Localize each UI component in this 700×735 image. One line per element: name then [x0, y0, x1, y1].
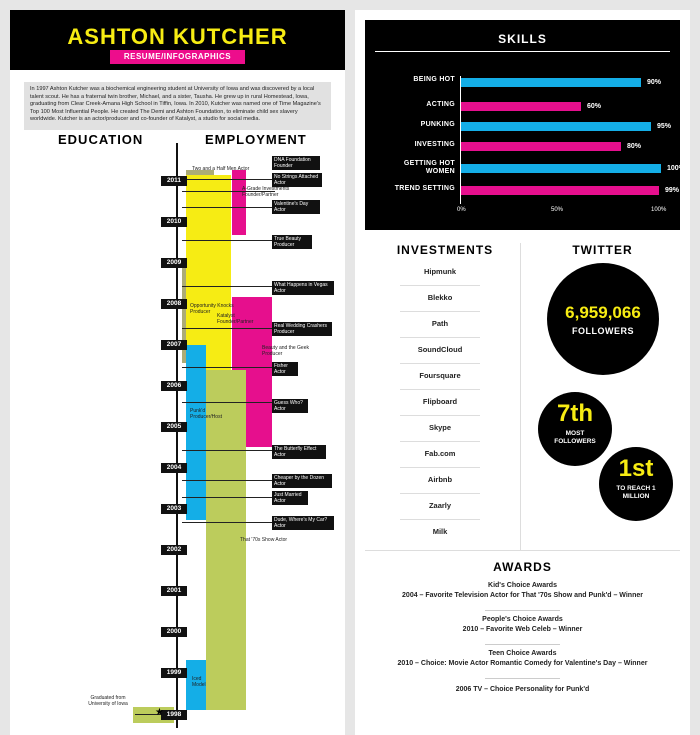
- year-2003: 2003: [161, 504, 187, 514]
- connector-line: [182, 207, 275, 208]
- education-graduated: Graduated from University of Iowa: [88, 695, 128, 707]
- investment-item: Hipmunk: [423, 267, 457, 276]
- connector-line: [182, 286, 275, 287]
- investment-divider: [400, 337, 480, 338]
- investment-divider: [400, 311, 480, 312]
- investment-item: Path: [431, 319, 449, 328]
- skill-pct: 99%: [665, 187, 680, 194]
- job-true-beauty: True Beauty Producer: [272, 235, 312, 249]
- award-org: Teen Choice Awards: [488, 650, 557, 657]
- connector-line: [182, 402, 275, 403]
- skills-chart: [365, 20, 685, 230]
- investment-divider: [400, 467, 480, 468]
- award-detail: 2010 – Choice: Movie Actor Romantic Comedy for Valentine's Day – Winner: [397, 660, 648, 667]
- investment-item: Milk: [432, 527, 448, 536]
- connector-line: [182, 497, 275, 498]
- twitter-title: TWITTER: [572, 243, 633, 257]
- skill-label: INVESTING: [414, 141, 455, 148]
- skill-pct: 80%: [627, 143, 642, 150]
- year-2011: 2011: [161, 176, 187, 186]
- first-label: TO REACH 1 MILLION: [616, 485, 656, 500]
- job-two-and-half-men: Two and a Half Men Actor: [192, 166, 250, 172]
- job-katalyst: Katalyst Founder/Partner: [217, 313, 254, 325]
- year-2005: 2005: [161, 422, 187, 432]
- stats-panel: [355, 10, 690, 735]
- blue-bar-upper: [186, 345, 206, 520]
- job-fisher: Fisher Actor: [272, 362, 298, 376]
- skill-bar: [461, 164, 661, 173]
- skills-tick: 100%: [651, 207, 667, 213]
- star-icon: ★: [155, 707, 164, 718]
- skills-divider: [375, 51, 670, 52]
- rank-label: MOST FOLLOWERS: [554, 430, 596, 445]
- skill-bar: [461, 102, 581, 111]
- skills-title: SKILLS: [498, 32, 547, 46]
- skill-label: GETTING HOT WOMEN: [403, 160, 455, 175]
- skills-tick: 0%: [457, 207, 466, 213]
- followers-label: FOLLOWERS: [572, 326, 634, 336]
- investment-item: SoundCloud: [417, 345, 463, 354]
- award-divider: [485, 678, 560, 679]
- skill-pct: 90%: [647, 79, 662, 86]
- investment-item: Zaarly: [428, 501, 452, 510]
- skill-label: ACTING: [426, 101, 455, 108]
- rank-value: 7th: [557, 400, 593, 427]
- page-title: ASHTON KUTCHER: [67, 24, 288, 49]
- skills-tick: 50%: [551, 207, 564, 213]
- skill-label: BEING HOT: [413, 76, 455, 83]
- job-no-strings: No Strings Attached Actor: [272, 173, 322, 187]
- connector-line: [182, 367, 275, 368]
- investments-title: INVESTMENTS: [396, 243, 494, 257]
- year-2001: 2001: [161, 586, 187, 596]
- investment-divider: [400, 519, 480, 520]
- year-2009: 2009: [161, 258, 187, 268]
- investment-divider: [400, 415, 480, 416]
- job-what-happens-vegas: What Happens in Vegas Actor: [272, 281, 334, 295]
- award-detail: 2006 TV – Choice Personality for Punk'd: [455, 686, 590, 693]
- job-dude-wheres-my-car: Dude, Where's My Car? Actor: [272, 516, 334, 530]
- skill-bar: [461, 142, 621, 151]
- skills-axis: [460, 76, 461, 204]
- connector-line: [182, 240, 275, 241]
- award-org: Kid's Choice Awards: [488, 582, 557, 589]
- award-org: People's Choice Awards: [482, 616, 563, 623]
- resume-panel: [10, 10, 345, 735]
- job-dna-foundation: DNA Foundation Founder: [272, 156, 320, 170]
- award-divider: [485, 610, 560, 611]
- year-1998: 1998: [161, 710, 187, 720]
- job-punkd: Punk'd Producer/Host: [190, 408, 222, 420]
- connector-line: [182, 179, 275, 180]
- investment-item: Foursquare: [419, 371, 461, 380]
- job-just-married: Just Married Actor: [272, 491, 308, 505]
- job-valentines-day: Valentine's Day Actor: [272, 200, 320, 214]
- job-that-70s-show: That '70s Show Actor: [240, 537, 288, 543]
- skill-pct: 60%: [587, 103, 602, 110]
- skill-label: PUNKING: [420, 121, 455, 128]
- skill-bar: [461, 186, 659, 195]
- connector-line: [182, 522, 275, 523]
- job-a-grade-investments: A-Grade Investments Founder/Partner: [242, 186, 290, 198]
- job-butterfly-effect: The Butterfly Effect Actor: [272, 445, 326, 459]
- investment-item: Fab.com: [424, 449, 456, 458]
- job-opportunity-knocks: Opportunity Knocks Producer: [190, 303, 234, 315]
- skill-bar: [461, 78, 641, 87]
- investment-divider: [400, 363, 480, 364]
- awards-title: AWARDS: [493, 560, 552, 574]
- header-bar: [10, 10, 345, 70]
- year-2007: 2007: [161, 340, 187, 350]
- investment-item: Skype: [428, 423, 452, 432]
- skill-pct: 100%: [667, 165, 685, 172]
- investment-item: Airbnb: [427, 475, 453, 484]
- investment-divider: [400, 389, 480, 390]
- award-divider: [485, 644, 560, 645]
- skill-bar: [461, 122, 651, 131]
- awards-divider: [365, 550, 680, 551]
- employment-heading: EMPLOYMENT: [205, 132, 307, 147]
- year-2002: 2002: [161, 545, 187, 555]
- year-2008: 2008: [161, 299, 187, 309]
- skill-label: TREND SETTING: [394, 185, 455, 192]
- investment-item: Flipboard: [422, 397, 458, 406]
- education-heading: EDUCATION: [58, 132, 144, 147]
- year-2006: 2006: [161, 381, 187, 391]
- investment-divider: [400, 493, 480, 494]
- investment-item: Blekko: [427, 293, 453, 302]
- connector-line: [182, 480, 275, 481]
- connector-line: [182, 328, 275, 329]
- job-real-wedding-crashers: Real Wedding Crashers Producer: [272, 322, 332, 336]
- job-guess-who: Guess Who? Actor: [272, 399, 308, 413]
- skill-pct: 95%: [657, 123, 672, 130]
- bio-text: In 1997 Ashton Kutcher was a biochemical engineering student at University of Iowa and was discovered by a local talent scout. He has a fraternal twin brother, Michael, and a sister, Tausha. He grew up in rural Homestead, Iowa, graduating from Clear Creek-Amana High School in Tiffin, Iowa. In 2010, Kutcher was named one of Time Magazine's Top 100 Most Influential People. He created The Demi and Ashton Foundation, to eliminate child sex slavery worldwide. Kutcher is an actor/producer and co-founder of Katalyst, a studio for social media.: [24, 82, 331, 130]
- investment-divider: [400, 441, 480, 442]
- page-subtitle: RESUME/INFOGRAPHICS: [110, 50, 245, 64]
- followers-count: 6,959,066: [565, 303, 641, 322]
- job-iced: Iced Model: [192, 676, 206, 688]
- first-value: 1st: [618, 455, 654, 482]
- connector-line: [182, 450, 275, 451]
- year-2000: 2000: [161, 627, 187, 637]
- column-divider: [520, 243, 521, 550]
- award-detail: 2004 – Favorite Television Actor for That '70s Show and Punk'd – Winner: [402, 592, 643, 599]
- year-2010: 2010: [161, 217, 187, 227]
- job-cheaper-by-dozen: Cheaper by the Dozen Actor: [272, 474, 332, 488]
- timeline-axis: [176, 143, 178, 728]
- year-1999: 1999: [161, 668, 187, 678]
- job-beauty-and-geek: Beauty and the Geek Producer: [262, 345, 309, 357]
- year-2004: 2004: [161, 463, 187, 473]
- award-detail: 2010 – Favorite Web Celeb – Winner: [462, 626, 583, 633]
- green-bar: [210, 520, 246, 710]
- investment-divider: [400, 285, 480, 286]
